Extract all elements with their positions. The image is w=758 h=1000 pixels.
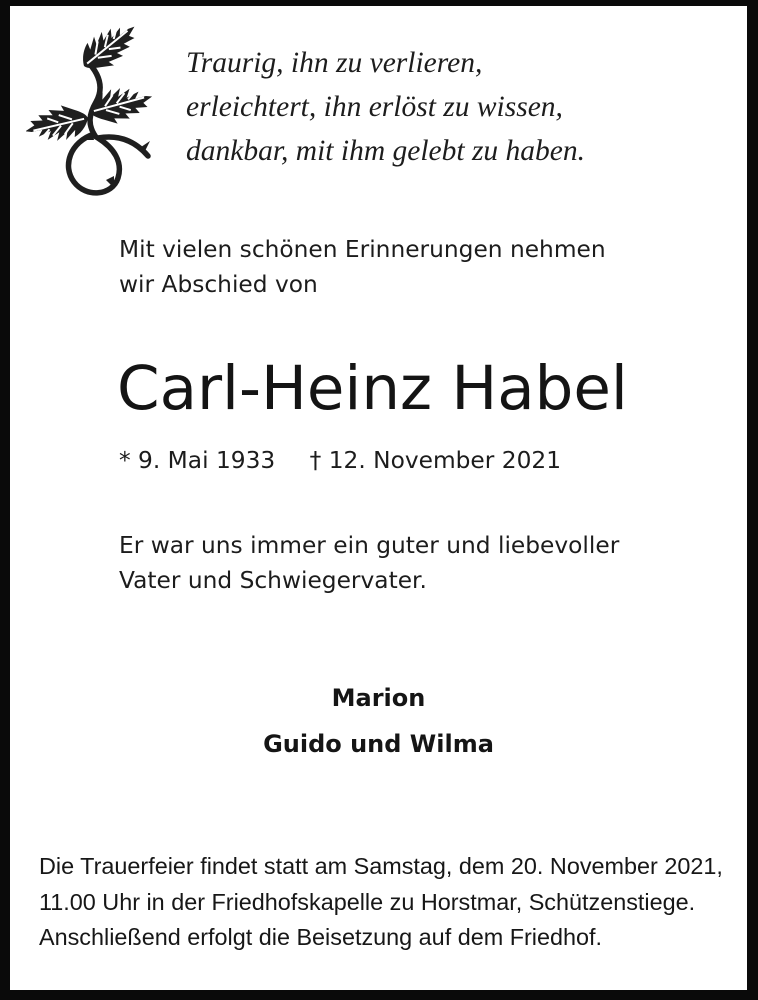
- tribute-line: Er war uns immer ein guter und liebevoller: [119, 532, 620, 559]
- birth-date: * 9. Mai 1933: [119, 447, 276, 474]
- tribute-text: [119, 528, 619, 598]
- epitaph-quote: [186, 41, 585, 173]
- deceased-name: Carl-Heinz Habel: [117, 353, 628, 424]
- funeral-line: Anschließend erfolgt die Beisetzung auf dem Friedhof.: [39, 924, 602, 951]
- epitaph-line: Traurig, ihn zu verlieren,: [186, 47, 483, 79]
- intro-line: wir Abschied von: [119, 271, 318, 298]
- life-dates: [119, 446, 561, 476]
- epitaph-line: erleichtert, ihn erlöst zu wissen,: [186, 91, 563, 123]
- death-date: † 12. November 2021: [309, 447, 562, 474]
- leaf-branch-icon: [26, 20, 166, 200]
- intro-line: Mit vielen schönen Erinnerungen nehmen: [119, 236, 606, 263]
- mourner-name: Marion: [331, 684, 426, 712]
- funeral-details: [39, 849, 723, 956]
- funeral-line: 11.00 Uhr in der Friedhofskapelle zu Horstmar, Schützenstiege.: [39, 888, 696, 915]
- epitaph-line: dankbar, mit ihm gelebt zu haben.: [186, 135, 586, 167]
- tribute-line: Vater und Schwiegervater.: [119, 567, 427, 594]
- mourner-name: Guido und Wilma: [263, 730, 494, 758]
- funeral-line: Die Trauerfeier findet statt am Samstag, dem 20. November 2021,: [39, 853, 723, 879]
- intro-text: [119, 232, 606, 302]
